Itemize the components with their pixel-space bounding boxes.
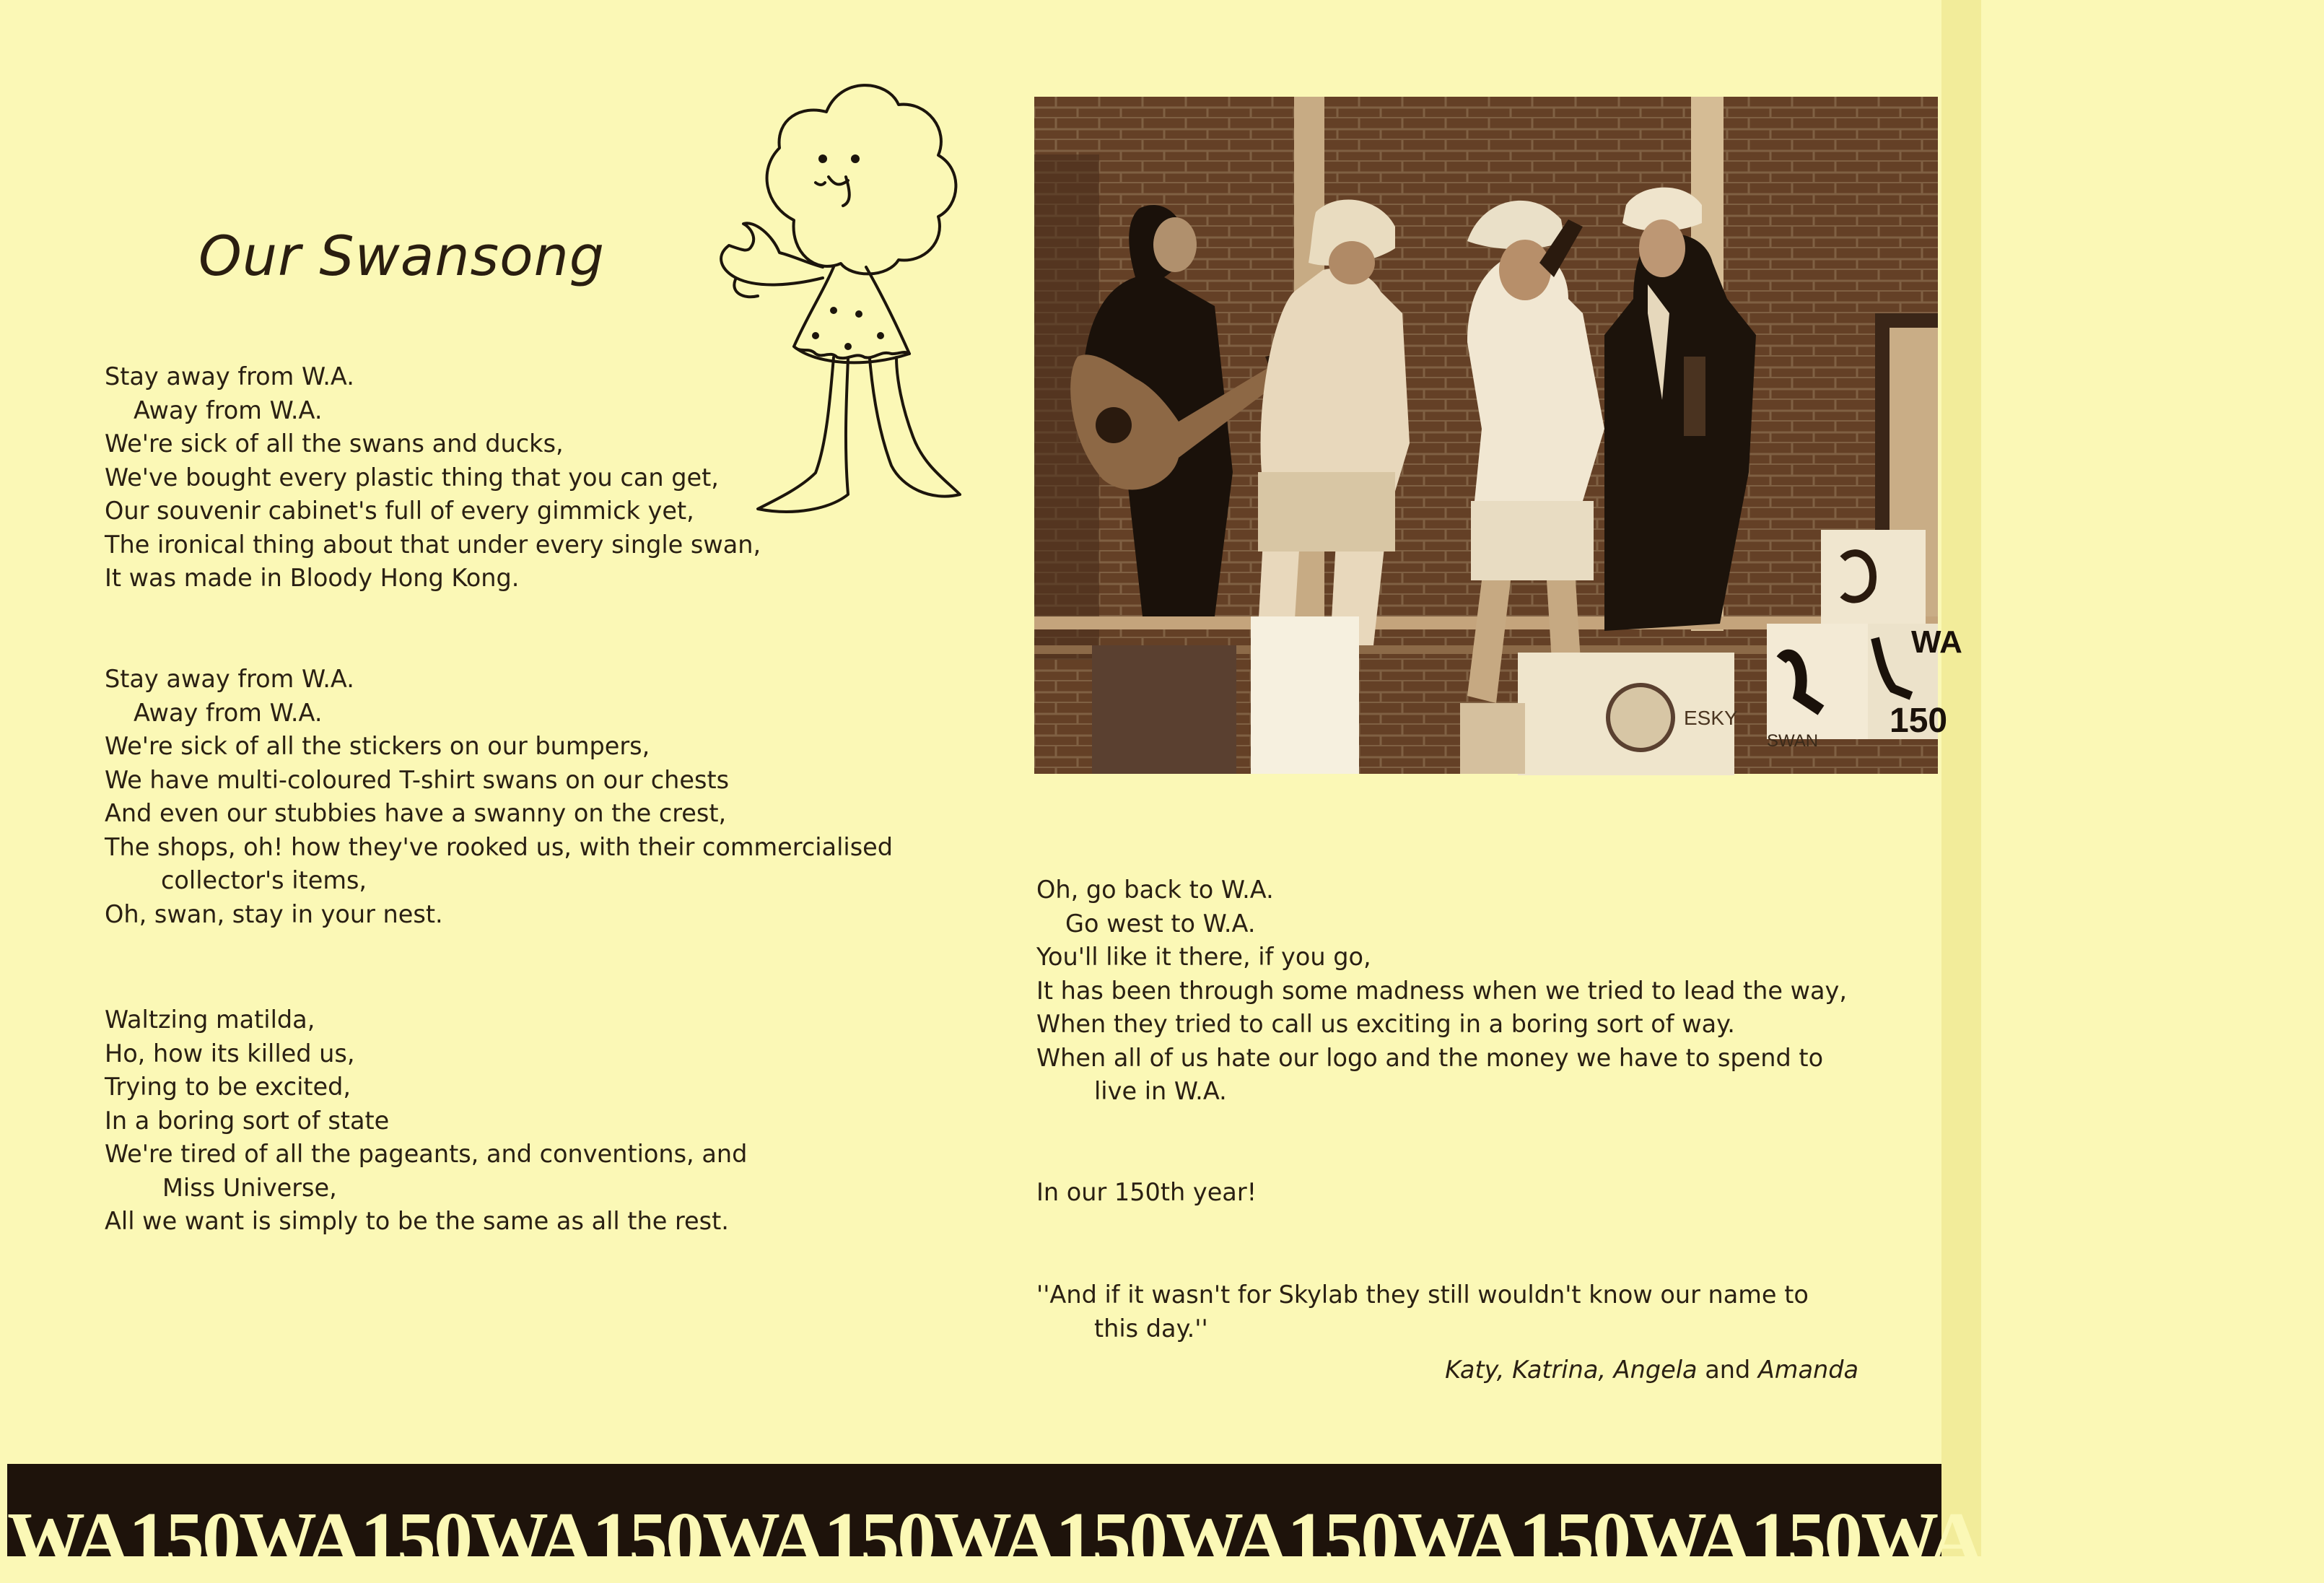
verse-line: All we want is simply to be the same as all the rest. [105, 1207, 729, 1235]
verse-3 [105, 1003, 747, 1239]
sign-swan: SWAN [1767, 731, 1819, 751]
verse-line: Miss Universe, [162, 1173, 337, 1202]
author-signature [1445, 1356, 1858, 1384]
verse-line: Stay away from W.A. [105, 665, 354, 693]
verse-line: Away from W.A. [134, 396, 323, 424]
verse-line: You'll like it there, if you go, [1036, 943, 1371, 971]
verse-line: We're tired of all the pageants, and conventions, and [105, 1140, 748, 1168]
page-edge [1941, 0, 1981, 1556]
verse-2 [105, 663, 893, 931]
verse-line: Trying to be excited, [105, 1073, 351, 1101]
verse-line: collector's items, [161, 866, 367, 894]
verse-line: The shops, oh! how they've rooked us, with their commercialised [105, 832, 894, 861]
verse-line: Away from W.A. [134, 698, 323, 727]
verse-line: In a boring sort of state [105, 1106, 390, 1135]
footer-wa150-strip [7, 1497, 2324, 1583]
sign-wa: WA [1911, 624, 1962, 660]
quote-line: ''And if it wasn't for Skylab they still wouldn't know our name to [1036, 1281, 1809, 1309]
verse-line: We're sick of all the stickers on our bumpers, [105, 732, 650, 760]
verse-line: When all of us hate our logo and the money we have to spend to [1036, 1043, 1824, 1072]
poem-title: Our Swansong [198, 224, 606, 288]
verse-line: Oh, swan, stay in your nest. [105, 899, 443, 928]
sign-150: 150 [1890, 702, 1948, 740]
verse-line: It has been through some madness when we tried to lead the way, [1036, 976, 1848, 1005]
verse-line: Ho, how its killed us, [105, 1039, 355, 1068]
author-names: Katy, Katrina, Angela [1445, 1356, 1698, 1384]
closing-quote [1036, 1278, 1809, 1346]
verse-line: It was made in Bloody Hong Kong. [105, 564, 520, 592]
footer-banner [7, 1464, 2324, 1583]
footer-text: WA150WA150WA150WA150WA150WA150WA150WA150WA150WA150 [7, 1497, 2324, 1583]
line-150th-year [1036, 1176, 1257, 1210]
verse-line: Stay away from W.A. [105, 362, 354, 391]
verse-line: We're sick of all the swans and ducks, [105, 429, 564, 458]
verse-line: The ironical thing about that under every single swan, [105, 530, 761, 559]
verse-line: We've bought every plastic thing that you can get, [105, 463, 719, 492]
verse-4 [1036, 873, 1847, 1109]
verse-line: In our 150th year! [1036, 1178, 1257, 1206]
verse-line: Our souvenir cabinet's full of every gimmick yet, [105, 497, 694, 525]
verse-line: Go west to W.A. [1065, 909, 1256, 938]
sign-esky: ESKY [1684, 707, 1738, 729]
verse-line: Oh, go back to W.A. [1036, 876, 1274, 904]
verse-line: And even our stubbies have a swanny on the crest, [105, 799, 727, 827]
verse-line: When they tried to call us exciting in a boring sort of way. [1036, 1010, 1735, 1038]
verse-line: Waltzing matilda, [105, 1006, 315, 1034]
verse-line: We have multi-coloured T-shirt swans on our chests [105, 765, 730, 794]
quote-line: this day.'' [1094, 1314, 1208, 1343]
author-last-name: Amanda [1757, 1356, 1858, 1384]
verse-line: live in W.A. [1094, 1077, 1227, 1105]
author-and: and [1705, 1356, 1751, 1384]
verse-1 [105, 360, 761, 596]
band-performance-photo [1034, 97, 1962, 774]
